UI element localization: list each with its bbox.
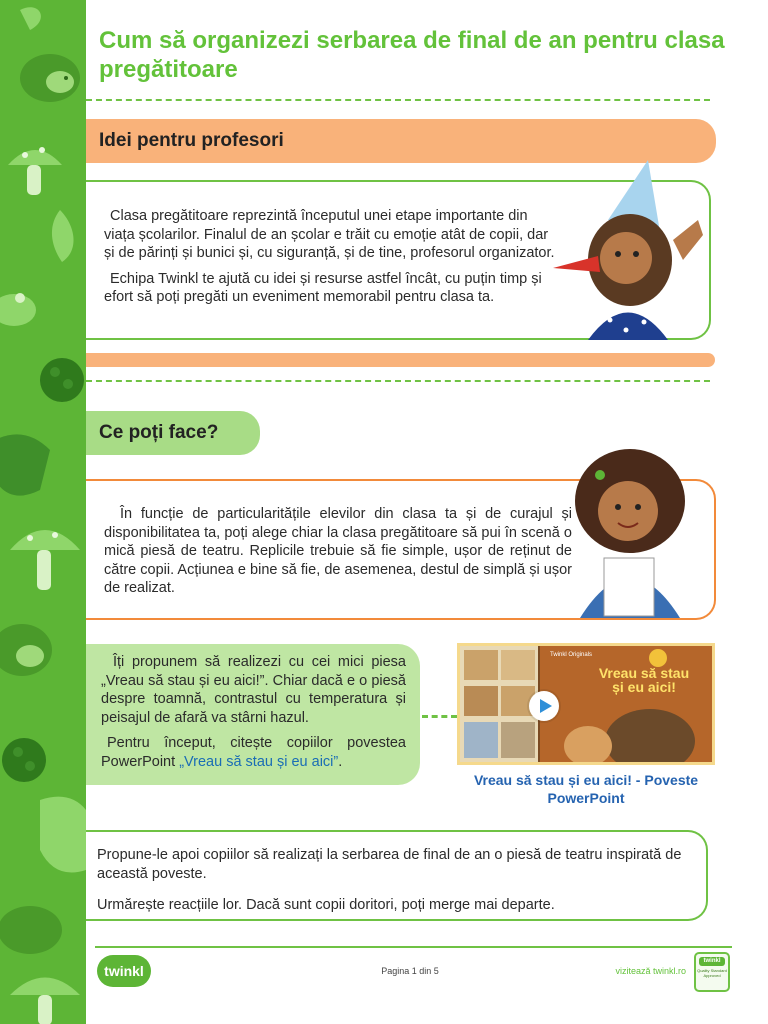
- footer-line: [95, 946, 732, 948]
- badge-text: Quality Standard Approved: [697, 968, 727, 978]
- decorative-sidebar: [0, 0, 86, 1024]
- section-heading-what-to-do: [86, 411, 260, 455]
- intro-paragraph-1: Clasa pregătitoare reprezintă începutul unei etape importante din viața școlarilor. Finalul de an școlar e trăit cu emoție atât de copii, dar și de părinți și bunici și, cu siguranță, și de tine, profesorul organizator.: [104, 208, 555, 261]
- thumbnail-brand: Twinkl Originals: [550, 652, 593, 658]
- quality-badge-icon: [694, 952, 730, 992]
- closing-paragraph-1: Propune-le apoi copiilor să realizați la serbarea de final de an o piesă de teatru inspirată de această poveste.: [97, 847, 682, 882]
- frog-icon: [0, 293, 36, 326]
- divider: [86, 380, 710, 382]
- suggestion-paragraph-1: Îți propunem să realizezi cu cei mici piesa „Vreau să stau și eu aici!”. Chiar dacă e o piesă despre toamnă, contrastul cu temperatura și peisajul de afară va stârni hazul.: [101, 654, 406, 726]
- suggestion-paragraph-2: [101, 734, 406, 771]
- powerpoint-thumbnail[interactable]: [457, 643, 715, 765]
- page-title: Cum să organizezi serbarea de final de an pentru clasa pregătitoare: [99, 27, 725, 83]
- reading-girl-illustration: [570, 443, 690, 618]
- party-girl-illustration: [548, 160, 708, 340]
- suggestion-box: [86, 644, 420, 785]
- mushroom-icon: [8, 147, 62, 195]
- closing-paragraph-2: Urmărește reacțiile lor. Dacă sunt copii doritori, poți merge mai departe.: [97, 897, 555, 913]
- suggestion-end: .: [338, 753, 343, 770]
- resource-caption-link[interactable]: Vreau să stau și eu aici! - Poveste PowerPoint: [473, 772, 699, 806]
- section-heading-text: Ce poți face?: [99, 422, 219, 443]
- hedgehog-icon: [20, 54, 80, 102]
- hedgehog-icon: [0, 624, 62, 954]
- closing-box: [86, 830, 708, 921]
- leaf-icon: [20, 7, 74, 262]
- suggestion-text: Pentru început, citește copiilor povestea PowerPoint: [101, 735, 406, 770]
- intro-paragraph-2: Echipa Twinkl te ajută cu idei și resurse astfel încât, cu puțin timp și efort să poți pregăti un eveniment memorabil pentru clasa ta.: [104, 270, 542, 305]
- story-link[interactable]: „Vreau să stau și eu aici”: [179, 753, 339, 770]
- visit-site-link[interactable]: vizitează twinkl.ro: [615, 966, 686, 976]
- dashed-connector: [422, 715, 457, 718]
- thumbnail-title: Vreau să stau și eu aici!: [598, 665, 690, 695]
- play-icon[interactable]: [529, 691, 559, 721]
- section-heading-text: Idei pentru profesori: [99, 130, 284, 151]
- orange-divider-bar: [86, 353, 715, 367]
- divider: [86, 99, 710, 101]
- twinkl-logo: twinkl: [97, 955, 151, 987]
- what-to-do-paragraph: În funcție de particularitățile elevilor din clasa ta și de curajul și disponibilitatea ta, poți alege chiar la clasa pregătitoare să pui în scenă o mică piesă de teatru. Replicile trebuie să fie simple, ușor de reținut de către copii. Acțiunea e bine să fie, de asemenea, destul de simplă și ușor de realizat.: [104, 506, 572, 596]
- section-heading-teachers: [86, 119, 716, 163]
- badge-brand: twinkl: [699, 957, 725, 966]
- page-number: Pagina 1 din 5: [381, 966, 439, 976]
